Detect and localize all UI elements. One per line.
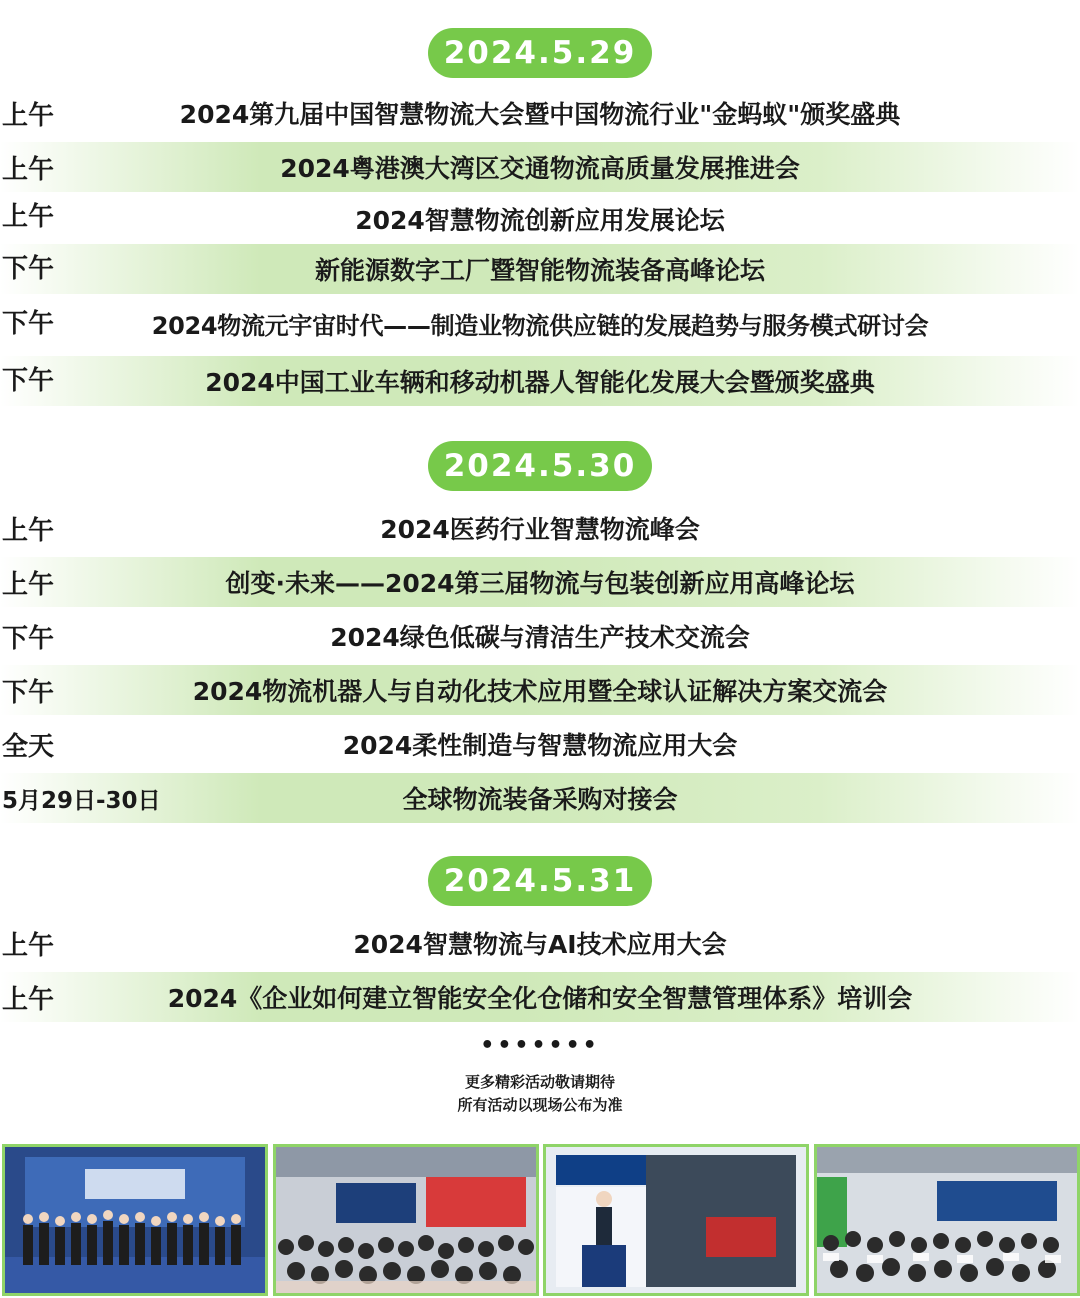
event-row	[0, 142, 1080, 192]
event-title: 2024物流元宇宙时代——制造业物流供应链的发展趋势与服务模式研讨会	[151, 311, 929, 340]
event-row	[0, 557, 1080, 607]
event-time: 上午	[2, 569, 55, 600]
event-time: 上午	[2, 930, 55, 961]
event-title: 新能源数字工厂暨智能物流装备高峰论坛	[314, 256, 765, 285]
event-title: 2024第九届中国智慧物流大会暨中国物流行业"金蚂蚁"颁奖盛典	[179, 100, 901, 129]
ellipsis-dots: •••••••	[480, 1033, 600, 1058]
event-time: 下午	[2, 623, 55, 654]
event-row	[0, 773, 1080, 823]
event-row	[0, 611, 1080, 661]
event-row	[0, 665, 1080, 715]
event-title: 2024中国工业车辆和移动机器人智能化发展大会暨颁奖盛典	[205, 368, 875, 397]
event-title: 创变·未来——2024第三届物流与包装创新应用高峰论坛	[225, 569, 855, 598]
date-pill-day3: 2024.5.31	[428, 856, 652, 906]
event-row	[0, 194, 1080, 244]
forum-speaker-photo	[543, 1144, 809, 1296]
date-pill-day2: 2024.5.30	[428, 441, 652, 491]
event-time: 上午	[2, 201, 55, 232]
event-row	[0, 88, 1080, 138]
seminar-hall-photo	[814, 1144, 1080, 1296]
event-row	[0, 244, 1080, 294]
event-time: 上午	[2, 100, 55, 131]
event-time: 上午	[2, 515, 55, 546]
event-title: 2024粤港澳大湾区交通物流高质量发展推进会	[280, 154, 800, 183]
event-row	[0, 918, 1080, 968]
event-time: 下午	[2, 253, 55, 284]
date-pill-day1: 2024.5.29	[428, 28, 652, 78]
event-row	[0, 356, 1080, 406]
event-time: 5月29日-30日	[2, 787, 161, 814]
conference-audience-photo	[273, 1144, 539, 1296]
event-row	[0, 298, 1080, 348]
note-more-events: 更多精彩活动敬请期待	[464, 1073, 615, 1091]
event-title: 2024物流机器人与自动化技术应用暨全球认证解决方案交流会	[192, 677, 888, 706]
event-title: 2024智慧物流创新应用发展论坛	[355, 206, 725, 235]
event-title: 2024绿色低碳与清洁生产技术交流会	[330, 623, 750, 652]
event-title: 2024《企业如何建立智能安全化仓储和安全智慧管理体系》培训会	[167, 984, 913, 1013]
event-title: 2024智慧物流与AI技术应用大会	[353, 930, 727, 959]
event-time: 下午	[2, 365, 55, 396]
award-group-photo	[2, 1144, 268, 1296]
event-row	[0, 719, 1080, 769]
event-row	[0, 972, 1080, 1022]
event-time: 上午	[2, 154, 55, 185]
event-row	[0, 503, 1080, 553]
event-title: 2024柔性制造与智慧物流应用大会	[342, 731, 738, 760]
event-time: 下午	[2, 677, 55, 708]
event-time: 下午	[2, 308, 55, 339]
event-title: 全球物流装备采购对接会	[402, 785, 678, 814]
event-time: 上午	[2, 984, 55, 1015]
event-time: 全天	[2, 731, 55, 762]
event-title: 2024医药行业智慧物流峰会	[380, 515, 700, 544]
note-subject-to-site: 所有活动以现场公布为准	[457, 1096, 623, 1114]
